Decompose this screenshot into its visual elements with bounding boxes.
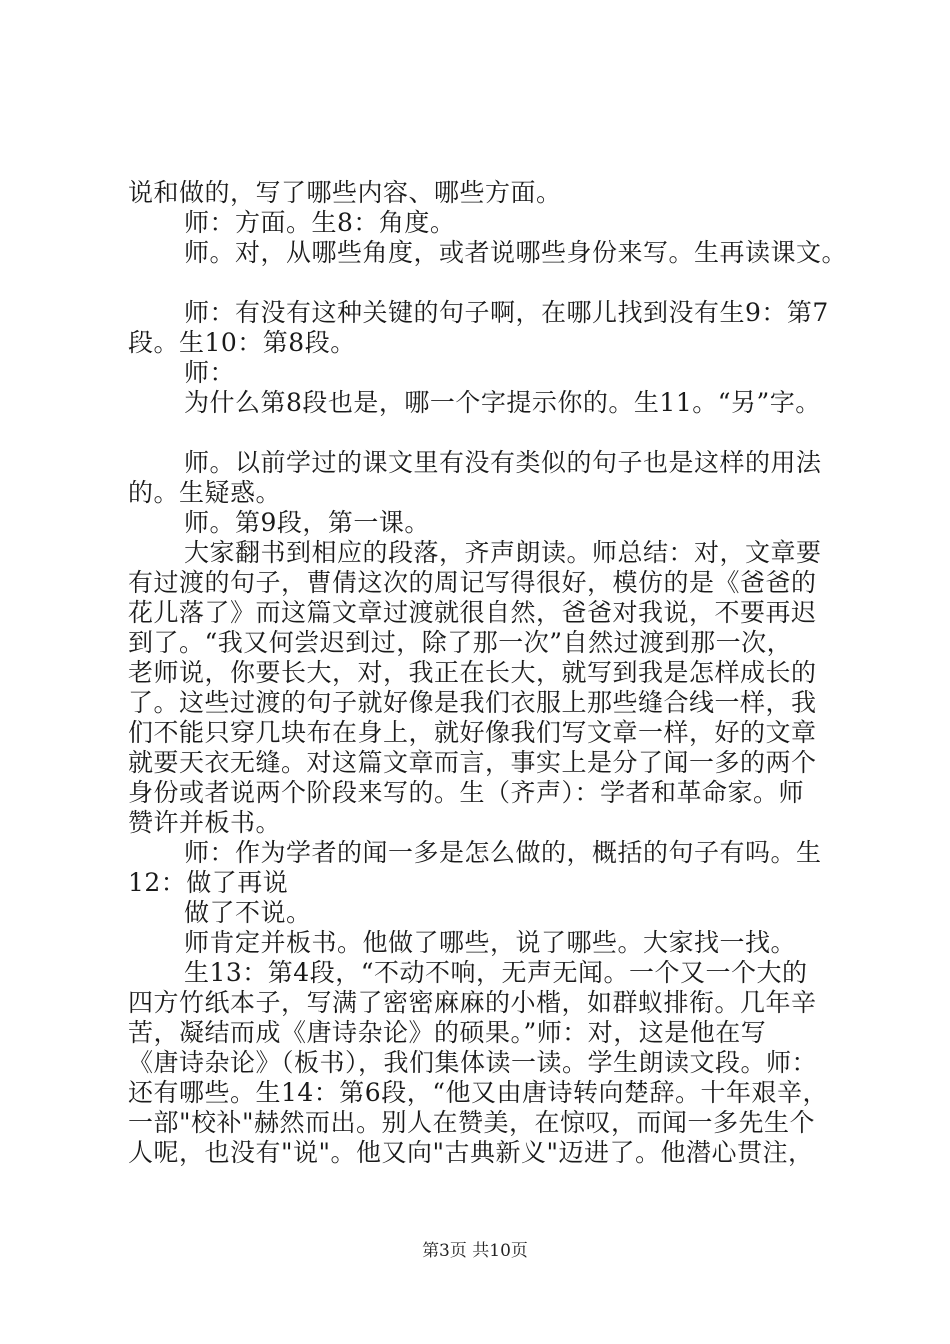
text-line: 为什么第8段也是，哪一个字提示你的。生11。“另”字。 bbox=[184, 388, 821, 417]
text-line: 师。以前学过的课文里有没有类似的句子也是这样的用法 bbox=[184, 448, 822, 477]
text-line: 就要天衣无缝。对这篇文章而言，事实上是分了闻一多的两个 bbox=[128, 748, 817, 777]
text-line: 段。生10：第8段。 bbox=[128, 328, 356, 357]
text-line: 师。第9段，第一课。 bbox=[184, 508, 430, 537]
text-line: 花儿落了》而这篇文章过渡就很自然，爸爸对我说，不要再迟 bbox=[128, 598, 817, 627]
text-line: 们不能只穿几块布在身上，就好像我们写文章一样，好的文章 bbox=[128, 718, 817, 747]
text-line: 有过渡的句子，曹倩这次的周记写得很好，模仿的是《爸爸的 bbox=[128, 568, 817, 597]
text-line: 四方竹纸本子，写满了密密麻麻的小楷，如群蚁排衔。几年辛 bbox=[128, 988, 817, 1017]
text-line: 生13：第4段，“不动不响，无声无闻。一个又一个大的 bbox=[184, 958, 808, 987]
page-number-footer: 第3页 共10页 bbox=[422, 1241, 528, 1261]
text-line: 的。生疑惑。 bbox=[128, 478, 282, 507]
text-line: 师。对，从哪些角度，或者说哪些身份来写。生再读课文。 bbox=[184, 238, 848, 267]
text-line: 到了。“我又何尝迟到过，除了那一次”自然过渡到那一次， bbox=[128, 628, 793, 657]
text-line: 12：做了再说 bbox=[128, 868, 289, 897]
text-line: 师：有没有这种关键的句子啊，在哪儿找到没有生9：第7 bbox=[184, 298, 829, 327]
text-line: 人呢，也没有"说"。他又向"古典新义"迈进了。他潜心贯注， bbox=[128, 1138, 814, 1167]
text-line: 还有哪些。生14：第6段，“他又由唐诗转向楚辞。十年艰辛， bbox=[128, 1078, 829, 1107]
text-line: 师：作为学者的闻一多是怎么做的，概括的句子有吗。生 bbox=[184, 838, 822, 867]
text-line: 身份或者说两个阶段来写的。生（齐声）：学者和革命家。师 bbox=[128, 778, 805, 807]
text-line: 做了不说。 bbox=[184, 898, 312, 927]
text-line: 苦，凝结而成《唐诗杂论》的硕果。”师：对，这是他在写 bbox=[128, 1018, 767, 1047]
text-line: 师肯定并板书。他做了哪些，说了哪些。大家找一找。 bbox=[184, 928, 797, 957]
text-line: 《唐诗杂论》（板书），我们集体读一读。学生朗读文段。师： bbox=[128, 1048, 818, 1077]
text-line: 说和做的，写了哪些内容、哪些方面。 bbox=[128, 178, 562, 207]
text-line: 老师说，你要长大，对，我正在长大，就写到我是怎样成长的 bbox=[128, 658, 817, 687]
text-line: 师：方面。生8：角度。 bbox=[184, 208, 456, 237]
text-line: 了。这些过渡的句子就好像是我们衣服上那些缝合线一样，我 bbox=[128, 688, 817, 717]
text-line: 大家翻书到相应的段落，齐声朗读。师总结：对，文章要 bbox=[184, 538, 822, 567]
text-line: 一部"校补"赫然而出。别人在赞美，在惊叹，而闻一多先生个 bbox=[128, 1108, 816, 1137]
text-line: 师： bbox=[184, 358, 236, 387]
text-line: 赞许并板书。 bbox=[128, 808, 282, 837]
